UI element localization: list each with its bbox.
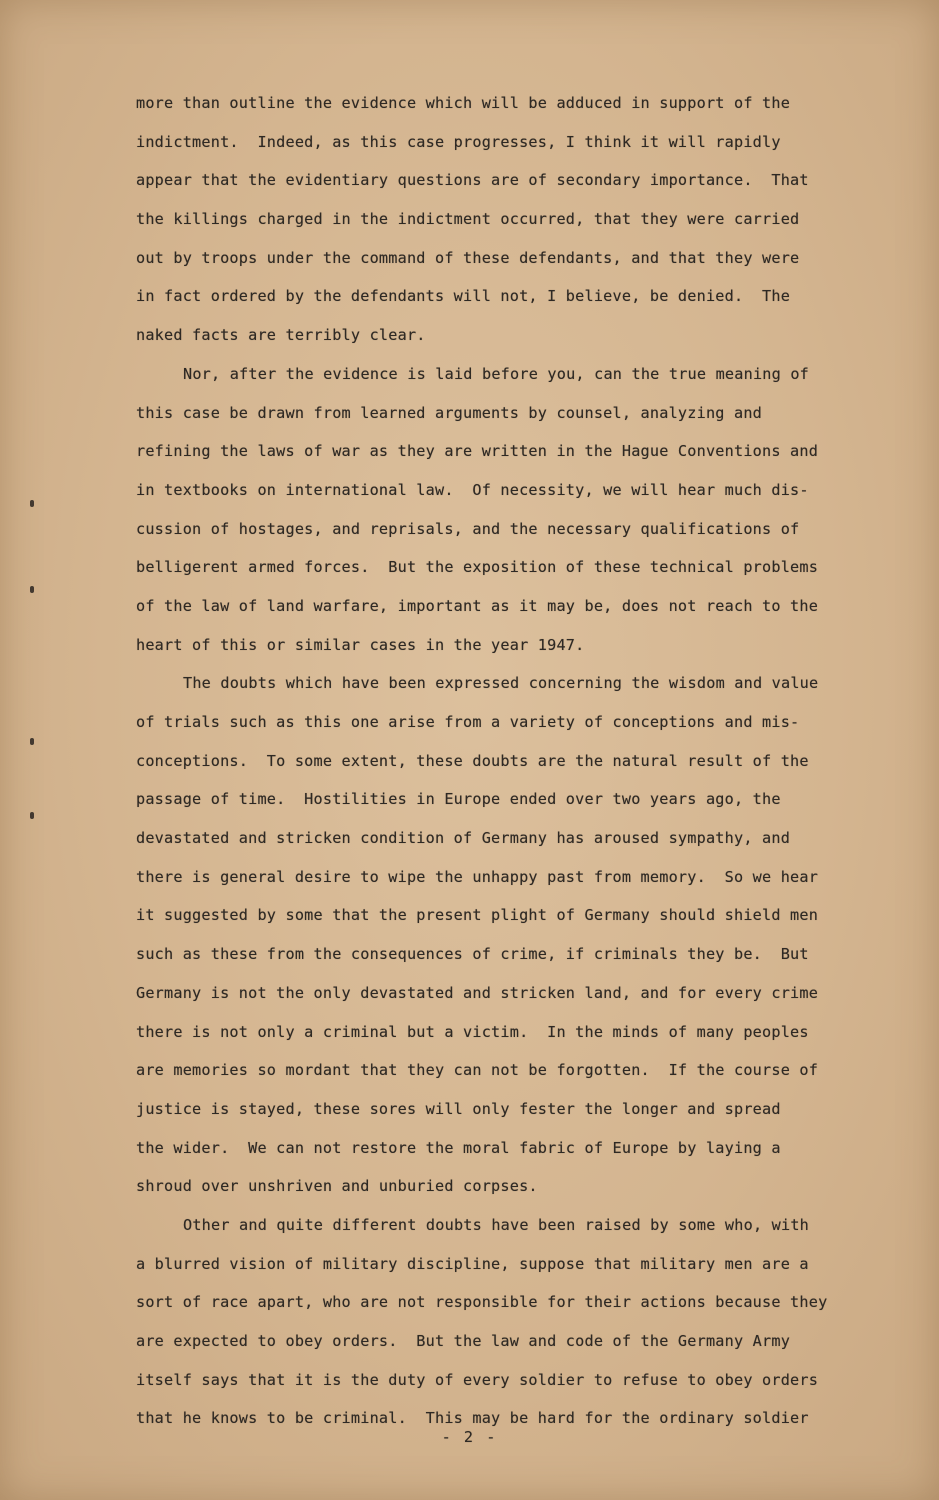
text-line: naked facts are terribly clear.	[136, 326, 426, 345]
text-line: in fact ordered by the defendants will not, I believe, be denied. The	[136, 287, 791, 306]
binding-marks	[30, 0, 36, 1500]
text-line: the wider. We can not restore the moral fabric of Europe by laying a	[136, 1138, 781, 1157]
text-line: such as these from the consequences of crime, if criminals they be. But	[136, 945, 809, 964]
text-line: it suggested by some that the present plight of Germany should shield men	[136, 906, 819, 925]
text-line: shroud over unshriven and unburied corpses.	[136, 1177, 538, 1196]
text-line: Nor, after the evidence is laid before you, can the true meaning of	[183, 364, 810, 383]
text-line: passage of time. Hostilities in Europe ended over two years ago, the	[136, 790, 781, 809]
text-line: conceptions. To some extent, these doubts are the natural result of the	[136, 751, 809, 770]
text-line: itself says that it is the duty of every soldier to refuse to obey orders	[136, 1370, 819, 1389]
binding-hole	[30, 586, 34, 593]
text-line: justice is stayed, these sores will only fester the longer and spread	[136, 1099, 781, 1118]
text-line: sort of race apart, who are not responsible for their actions because they	[136, 1293, 828, 1312]
text-line: this case be drawn from learned arguments by counsel, analyzing and	[136, 403, 763, 422]
binding-hole	[30, 738, 34, 745]
text-line: Other and quite different doubts have been raised by some who, with	[183, 1215, 810, 1234]
text-line: belligerent armed forces. But the exposition of these technical problems	[136, 558, 819, 577]
text-line: of trials such as this one arise from a variety of conceptions and mis-	[136, 713, 800, 731]
page-number: - 2 -	[441, 1428, 498, 1446]
text-line: Germany is not the only devastated and stricken land, and for every crime	[136, 983, 819, 1002]
text-line: in textbooks on international law. Of necessity, we will hear much dis-	[136, 480, 809, 499]
text-line: of the law of land warfare, important as it may be, does not reach to the	[136, 596, 819, 615]
typed-text-body	[136, 84, 856, 1438]
text-line: out by troops under the command of these defendants, and that they were	[136, 248, 800, 267]
text-line: there is not only a criminal but a victim. In the minds of many peoples	[136, 1022, 809, 1041]
text-line: are memories so mordant that they can not be forgotten. If the course of	[136, 1061, 819, 1080]
text-line: there is general desire to wipe the unhappy past from memory. So we hear	[136, 867, 819, 886]
text-line: heart of this or similar cases in the year 1947.	[136, 635, 585, 654]
text-line: a blurred vision of military discipline, suppose that military men are a	[136, 1254, 809, 1273]
text-line: The doubts which have been expressed concerning the wisdom and value	[183, 674, 819, 693]
text-line: are expected to obey orders. But the law and code of the Germany Army	[136, 1332, 791, 1350]
text-line: indictment. Indeed, as this case progresses, I think it will rapidly	[136, 132, 781, 151]
text-line: that he knows to be criminal. This may be hard for the ordinary soldier	[136, 1409, 809, 1428]
text-line: refining the laws of war as they are written in the Hague Conventions and	[136, 442, 819, 461]
binding-hole	[30, 812, 34, 819]
text-line: the killings charged in the indictment occurred, that they were carried	[136, 210, 800, 229]
text-line: cussion of hostages, and reprisals, and the necessary qualifications of	[136, 519, 800, 538]
text-line: devastated and stricken condition of Germany has aroused sympathy, and	[136, 829, 791, 848]
text-line: appear that the evidentiary questions are of secondary importance. That	[136, 171, 809, 190]
text-line: more than outline the evidence which will be adduced in support of the	[136, 94, 791, 112]
binding-hole	[30, 500, 34, 507]
